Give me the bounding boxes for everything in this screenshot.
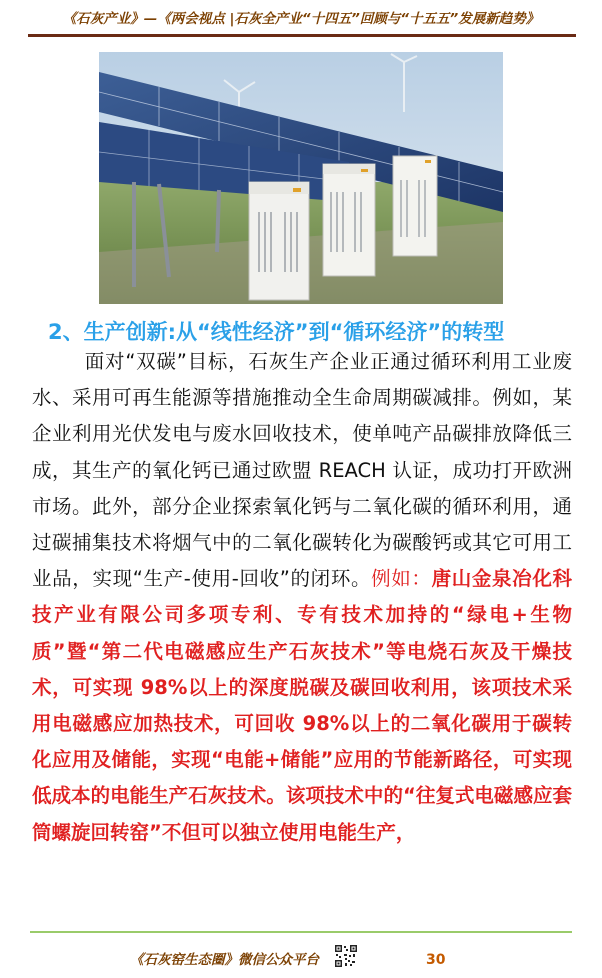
example-lead-text: 例如： bbox=[371, 567, 432, 591]
footer-divider bbox=[30, 931, 572, 933]
running-header: 《石灰产业》—《两会视点 |石灰全产业“十四五”回顾与“十五五”发展新趋势》 bbox=[62, 11, 540, 27]
paragraph-plain-text: 面对“双碳”目标，石灰生产企业正通过循环利用工业废水、采用可再生能源等措施推动全生命周期碳减排。例如，某企业利用光伏发电与废水回收技术，使单吨产品碳排放降低三成，其生产的氧化钙已通过欧盟 REACH 认证，成功打开欧洲市场。此外，部分企业探索氧化钙与二氧化碳的循环利用，通过碳捕集技术将烟气中的二氧化碳转化为碳酸钙或其它可用工业品，实现“生产-使用-回收”的闭环。 bbox=[32, 350, 572, 591]
section-heading: 2、生产创新:从“线性经济”到“循环经济”的转型 bbox=[48, 320, 505, 344]
body-paragraph bbox=[32, 344, 572, 851]
qr-code-icon bbox=[334, 944, 358, 968]
solar-panels-and-energy-storage-photo bbox=[99, 52, 503, 304]
photo-illustration bbox=[99, 52, 503, 304]
highlighted-example-text: 唐山金泉冶化科技产业有限公司多项专利、专有技术加持的“绿电+生物质”暨“第二代电磁感应生产石灰技术”等电烧石灰及干燥技术，可实现 98%以上的深度脱碳及碳回收利用，该项技术采用电磁感应加热技术，可回收 98%以上的二氧化碳用于碳转化应用及储能，实现“电能+储能”应用的节能新路径，可实现低成本的电能生产石灰技术。该项技术中的“往复式电磁感应套筒螺旋回转窑”不但可以独立使用电能生产， bbox=[32, 567, 572, 844]
header-divider bbox=[28, 34, 576, 37]
footer-platform: 《石灰窑生态圈》微信公众平台 bbox=[130, 952, 319, 968]
page-number: 30 bbox=[426, 952, 446, 968]
